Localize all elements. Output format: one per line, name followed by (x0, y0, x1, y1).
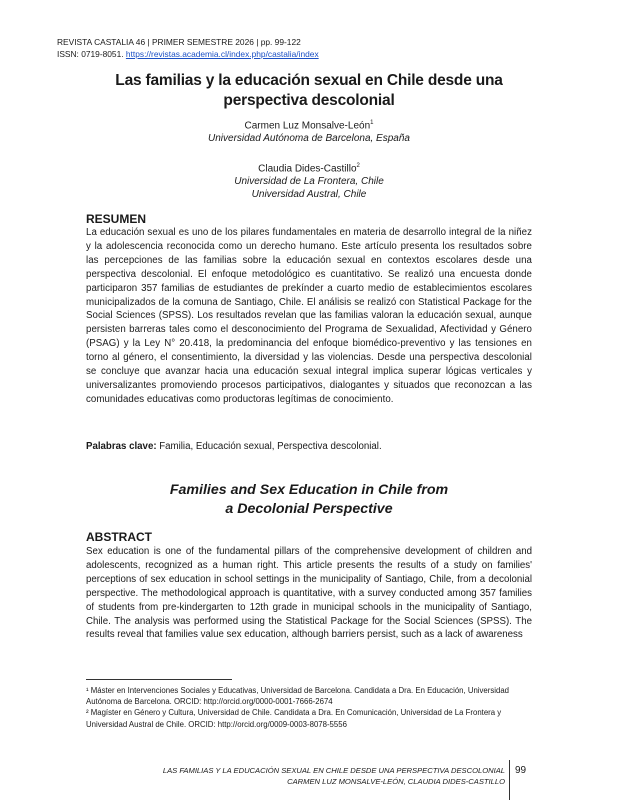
issn-line (57, 48, 319, 60)
abstract-text: Sex education is one of the fundamental pillars of the comprehensive development of children and adolescents, recognized as a human right. This article presents the results of a study on families' perceptions of sex education in school settings in the municipality of Santiago, Chile, from a decolonial perspective. The methodological approach is quantitative, with a survey conducted among 357 families of students from pre-kindergarten to 12th grade in municipal schools in the municipality of Santiago, Chile. The analysis was performed using the Statistical Package for the Social Sciences (SPSS). The results reveal that families value sex education, although barriers persist, such as a lack of awareness (86, 546, 532, 641)
running-footer-title: LAS FAMILIAS Y LA EDUCACIÓN SEXUAL EN CHILE DESDE UNA PERSPECTIVA DESCOLONIAL (162, 766, 505, 775)
footnote-2: ² Magíster en Género y Cultura, Universidad de Chile. Candidata a Dra. En Comunicación, Universidad de La Frontera y Universidad Austral de Chile. ORCID: http://orcid.org/0009-0003-8078-5556 (86, 708, 502, 729)
author-1-footnote-ref[interactable]: 1 (370, 120, 374, 126)
author-2 (60, 160, 558, 201)
keywords-text: Familia, Educación sexual, Perspectiva descolonial. (156, 441, 382, 452)
resumen-text: La educación sexual es uno de los pilares fundamentales en materia de desarrollo integral de la niñez y la adolescencia reconocida como un derecho humano. Este artículo presenta los resultados sobre las percepciones de las familias sobre la educación sexual en contextos escolares desde una perspectiva descolonial. El enfoque metodológico es cuantitativo. Se realizó una encuesta donde participaron 357 familias de estudiantes de prekínder a cuarto medio de establecimientos escolares municipalizados de la comuna de Santiago, Chile. El análisis se realizó con Statistical Package for the Social Sciences (SPSS). Los resultados revelan que las familias valoran la educación sexual, aunque persisten barreras tales como el desconocimiento del Programa de Sexualidad, Afectividad y Género (PSAG) y la Ley N° 20.418, la predominancia del enfoque biomédico-preventivo y las tensiones en torno al género, el consentimiento, la diversidad y las violencias. Desde una perspectiva descolonial se concluye que avanzar hacia una educación sexual integral implica superar lógicas verticales y universalizantes promoviendo procesos participativos, dialogantes y situados que reconozcan a las comunidades educativas como productoras legítimas de conocimiento. (86, 227, 532, 405)
journal-issue-line: REVISTA CASTALIA 46 | PRIMER SEMESTRE 2026 | pp. 99-122 (57, 37, 301, 47)
author-1-affiliation: Universidad Autónoma de Barcelona, España (208, 133, 410, 145)
footer-divider (509, 760, 510, 800)
journal-url-link[interactable]: https://revistas.academia.cl/index.php/castalia/index (125, 49, 319, 59)
footnotes (86, 685, 534, 730)
footnote-divider (86, 679, 232, 680)
author-2-affiliation-1: Universidad de La Frontera, Chile (234, 176, 384, 188)
page-number: 99 (515, 765, 527, 776)
keywords-label: Palabras clave: (86, 441, 157, 452)
author-1 (60, 117, 558, 145)
english-title-line-1: Families and Sex Education in Chile from (169, 482, 449, 498)
author-2-footnote-ref[interactable]: 2 (356, 163, 360, 169)
journal-header (57, 36, 319, 60)
english-title-line-2: a Decolonial Perspective (225, 501, 393, 517)
running-footer-authors: CARMEN LUZ MONSALVE-LEÓN, CLAUDIA DIDES-CASTILLO (287, 777, 505, 786)
article-title (60, 71, 558, 111)
english-title (60, 481, 558, 519)
resumen-heading: RESUMEN (86, 212, 147, 226)
author-1-name: Carmen Luz Monsalve-León (244, 120, 371, 132)
keywords (86, 440, 382, 454)
footnote-1: ¹ Máster en Intervenciones Sociales y Educativas, Universidad de Barcelona. Candidata a Dra. En Educación, Universidad Autónoma de Barcelona. ORCID: http://orcid.org/0000-0001-7666-2674 (86, 686, 509, 707)
author-2-affiliation-2: Universidad Austral, Chile (251, 189, 367, 201)
article-title-line-2: perspectiva descolonial (223, 92, 395, 109)
running-footer (163, 765, 505, 787)
article-title-line-1: Las familias y la educación sexual en Chile desde una (115, 72, 503, 89)
issn: ISSN: 0719-8051. (57, 49, 124, 59)
abstract-heading: ABSTRACT (86, 530, 152, 544)
author-2-name: Claudia Dides-Castillo (258, 163, 357, 175)
